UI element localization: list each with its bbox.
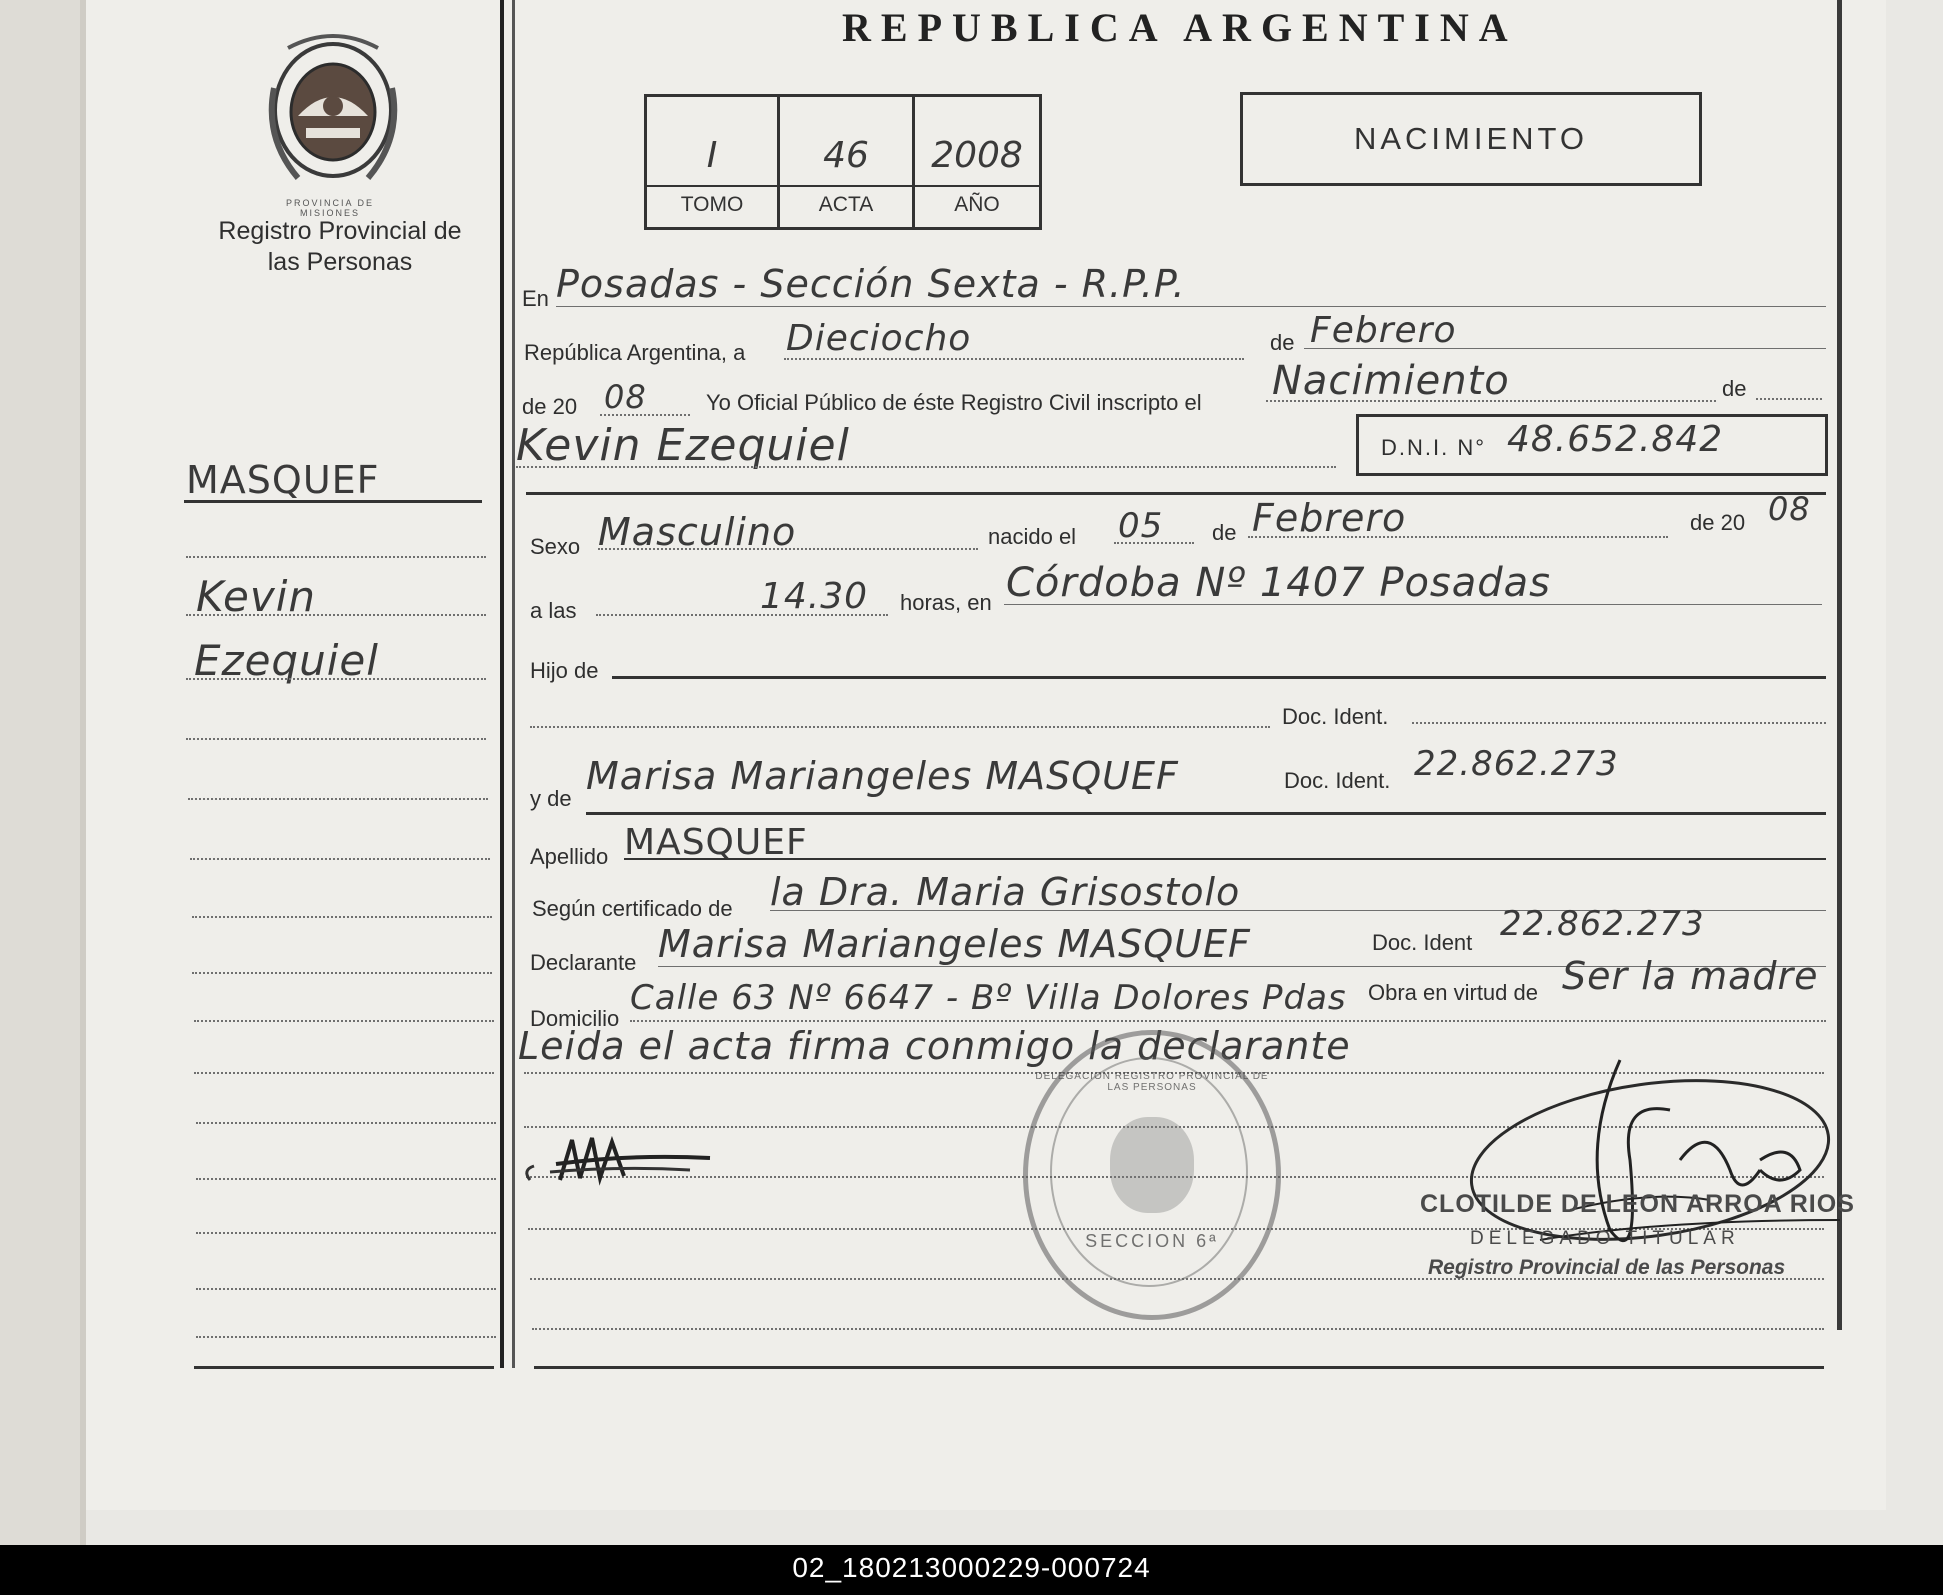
official-name: CLOTILDE DE LEON ARROA RIOS (1420, 1190, 1855, 1218)
record-number-box (644, 94, 1042, 230)
margin-given-name-1: Kevin (196, 572, 317, 621)
tomo-value: I (706, 135, 718, 176)
domicilio-label: Domicilio (530, 1006, 620, 1031)
birth-day-value: 05 (1118, 506, 1164, 546)
provincia-de-misiones-seal-icon (258, 28, 408, 194)
declarante-label: Declarante (530, 950, 637, 975)
image-code: 02_180213000229-000724 (792, 1552, 1151, 1583)
margin-divider-inner (512, 0, 515, 1368)
de-label-1: de (1270, 330, 1295, 355)
birth-year-label: de 20 (1690, 510, 1746, 535)
birth-place-value: Córdoba Nº 1407 Posadas (1006, 560, 1552, 606)
month-value: Febrero (1310, 310, 1457, 351)
obra-label: Obra en virtud de (1368, 980, 1538, 1005)
dni-box (1356, 414, 1828, 476)
previous-page-edge (0, 0, 82, 1545)
acta-label: ACTA (818, 193, 874, 216)
section-rule-1 (526, 492, 1826, 495)
tomo-label: TOMO (680, 193, 744, 216)
horas-label: horas, en (900, 590, 992, 615)
certificate-by-value: la Dra. Maria Grisostolo (770, 870, 1241, 914)
dni-value: 48.652.842 (1507, 419, 1724, 460)
acta-value: 46 (823, 135, 869, 176)
body-bottom-rule (534, 1366, 1824, 1369)
dni-label: D.N.I. N° (1381, 435, 1487, 460)
event-type-value: Nacimiento (1272, 358, 1510, 404)
ano-label: AÑO (954, 193, 1000, 216)
sexo-label: Sexo (530, 534, 581, 559)
en-label: En (522, 286, 549, 311)
apellido-value: MASQUEF (624, 822, 808, 863)
mother-doc-value: 22.862.273 (1414, 744, 1619, 784)
ano-value: 2008 (931, 135, 1023, 176)
seal-caption: PROVINCIA DE MISIONES (285, 198, 374, 218)
child-name-value: Kevin Ezequiel (516, 420, 850, 471)
declarante-value: Marisa Mariangeles MASQUEF (658, 922, 1251, 966)
mother-name-value: Marisa Mariangeles MASQUEF (586, 754, 1179, 798)
day-value: Dieciocho (786, 318, 972, 359)
country-title: REPUBLICA ARGENTINA (842, 5, 1518, 50)
ano-cell (915, 97, 1039, 227)
nacido-label: nacido el (988, 524, 1077, 549)
declarante-doc-value: 22.862.273 (1500, 904, 1705, 944)
document-type-box: NACIMIENTO (1240, 92, 1702, 186)
mother-doc-label: Doc. Ident. (1284, 768, 1391, 793)
segun-label: Según certificado de (532, 896, 733, 921)
birth-de-label: de (1212, 520, 1237, 545)
margin-surname: MASQUEF (186, 458, 380, 502)
seal-bottom-text: SECCION 6ª (1085, 1231, 1219, 1251)
officer-text: Yo Oficial Público de éste Registro Civil inscripto el (706, 390, 1202, 415)
obra-value: Ser la madre (1562, 954, 1819, 998)
republica-label: República Argentina, a (524, 340, 746, 365)
birth-year-suffix: 08 (1768, 490, 1811, 528)
declarante-doc-label: Doc. Ident (1372, 930, 1473, 955)
yde-label: y de (530, 786, 572, 811)
acta-cell (780, 97, 915, 227)
seal-top-text: DELEGACION REGISTRO PROVINCIAL DE LAS PERSONAS (1035, 1071, 1269, 1093)
registry-label: Registro Provincial de las Personas (218, 217, 462, 276)
father-doc-label: Doc. Ident. (1282, 704, 1389, 729)
official-seal (1023, 1030, 1281, 1320)
margin-divider (500, 0, 504, 1368)
place-value: Posadas - Sección Sexta - R.P.P. (556, 262, 1186, 306)
domicilio-value: Calle 63 Nº 6647 - Bº Villa Dolores Pdas (630, 978, 1347, 1018)
official-organization: Registro Provincial de las Personas (1428, 1256, 1786, 1279)
de20-label: de 20 (522, 394, 578, 419)
hijo-label: Hijo de (530, 658, 599, 683)
sexo-value: Masculino (598, 510, 797, 554)
year-suffix: 08 (604, 378, 647, 416)
closing-note-value: Leida el acta firma conmigo la declarante (518, 1024, 1351, 1068)
margin-given-name-2: Ezequiel (194, 636, 379, 685)
margin-bottom-rule (194, 1366, 494, 1369)
birth-month-value: Febrero (1252, 496, 1407, 540)
de-end-label: de (1722, 376, 1747, 401)
seal-emblem-icon (1110, 1117, 1194, 1213)
declarant-signature-icon (520, 1120, 720, 1200)
birth-time-value: 14.30 (760, 576, 869, 617)
record-box-divider (647, 185, 1039, 187)
tomo-cell (647, 97, 780, 227)
alas-label: a las (530, 598, 577, 623)
official-role: DELEGADO TITULAR (1470, 1228, 1740, 1249)
margin-surname-rule (184, 500, 482, 503)
apellido-label: Apellido (530, 844, 609, 869)
official-signature-icon (1460, 1040, 1840, 1290)
